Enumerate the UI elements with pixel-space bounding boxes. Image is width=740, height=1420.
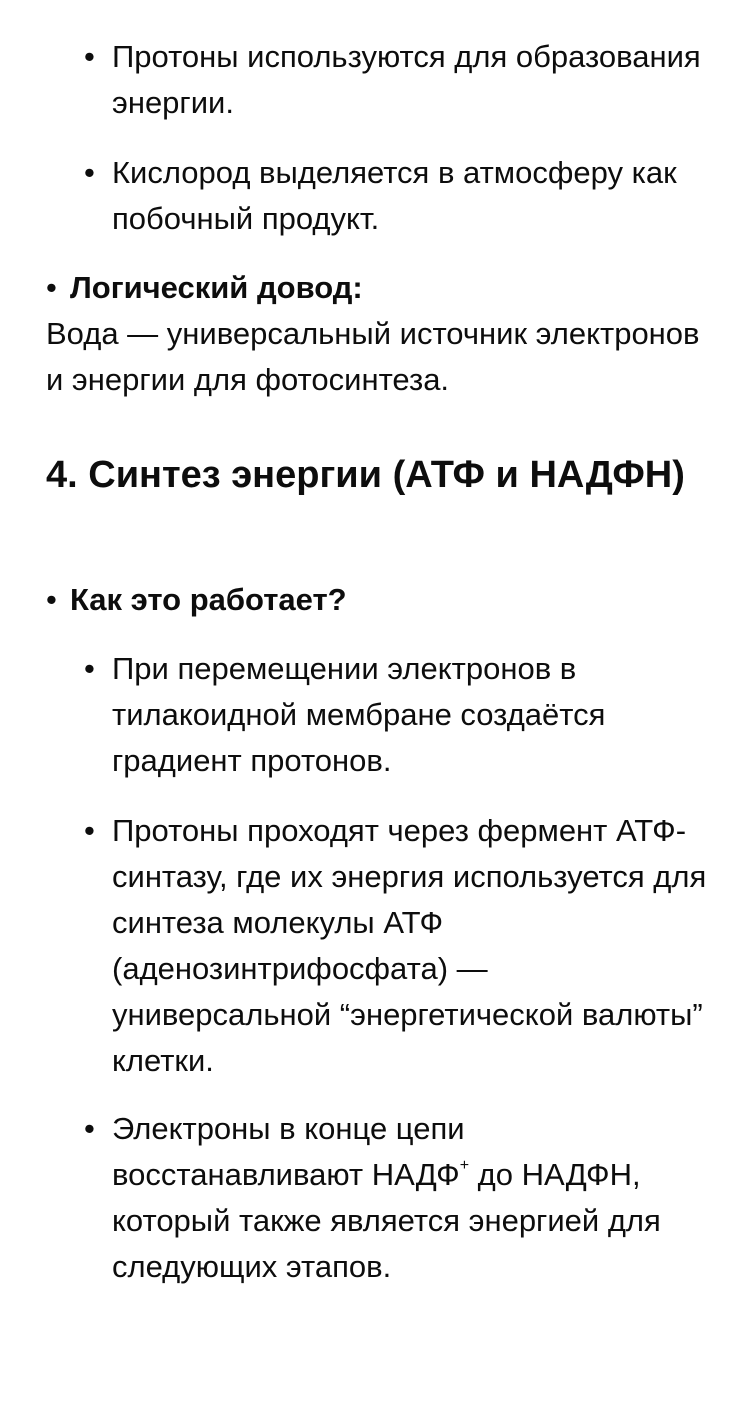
bullet-icon: •	[84, 39, 95, 74]
bullet-icon: •	[84, 813, 95, 848]
list-item-text: Протоны проходят через фермент АТФ-синтазу, где их энергия используется для синтеза молекулы АТФ (аденозинтрифосфата) — универсальной “энергетической валюты” клетки.	[112, 813, 707, 1078]
logic-argument-label: Логический довод:	[70, 270, 363, 305]
list-item-text: Кислород выделяется в атмосферу как побочный продукт.	[112, 155, 677, 236]
list-item	[84, 150, 709, 242]
list-item-text	[112, 1106, 709, 1290]
bullet-icon: •	[46, 270, 57, 305]
list-item	[84, 646, 709, 784]
superscript-plus: +	[459, 1156, 470, 1174]
list-item	[84, 34, 709, 126]
how-it-works-label: Как это работает?	[70, 582, 347, 617]
list-item-text: При перемещении электронов в тилакоидной мембране создаётся градиент протонов.	[112, 651, 606, 778]
list-item-text: Протоны используются для образования энергии.	[112, 39, 701, 120]
bullet-icon: •	[84, 651, 95, 686]
how-it-works-item	[46, 577, 706, 623]
list-item	[84, 1106, 709, 1290]
bullet-icon: •	[84, 1111, 95, 1146]
list-item-text-part: до НАДФН, который также является энергией для следующих этапов.	[112, 1157, 661, 1284]
list-item	[84, 808, 709, 1084]
logic-argument-text: Вода — универсальный источник электронов и энергии для фотосинтеза.	[46, 316, 700, 397]
bullet-icon: •	[84, 155, 95, 190]
list-item-text-part: Электроны в конце цепи восстанавливают НАДФ	[112, 1111, 465, 1192]
logic-argument-item	[46, 265, 706, 311]
section-heading: 4. Синтез энергии (АТФ и НАДФН)	[46, 454, 685, 496]
bullet-icon: •	[46, 582, 57, 617]
